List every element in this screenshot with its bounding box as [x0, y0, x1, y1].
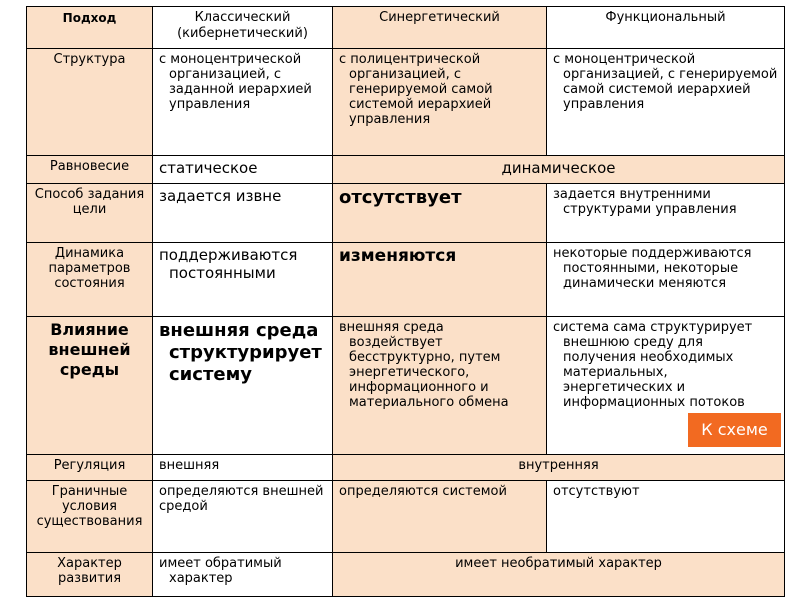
- text-boundary-synergetic: определяются системой: [339, 484, 507, 499]
- text-environment-classic: внешняя среда структурирует систему: [159, 320, 322, 385]
- cell-dynamics-synergetic: [333, 243, 547, 317]
- cell-structure-functional: [547, 49, 785, 156]
- cell-boundary-classic: [153, 481, 333, 553]
- cell-goal-synergetic: [333, 184, 547, 243]
- text-development-classic: имеет обратимый характер: [159, 556, 282, 586]
- label-environment: Влияние внешней среды: [27, 317, 153, 455]
- row-equilibrium: [27, 156, 785, 184]
- label-structure: Структура: [27, 49, 153, 156]
- text-goal-synergetic: отсутствует: [339, 187, 462, 208]
- row-environment: [27, 317, 785, 455]
- header-row: [27, 7, 785, 49]
- text-structure-synergetic: с полицентрической организацией, с генерируемой самой системой иерархией управления: [339, 52, 493, 127]
- label-goal: Способ задания цели: [27, 184, 153, 243]
- text-structure-classic: с моноцентрической организацией, с заданной иерархией управления: [159, 52, 312, 112]
- text-dynamics-classic: поддерживаются постоянными: [159, 246, 298, 282]
- label-boundary: Граничные условия существования: [27, 481, 153, 553]
- text-dynamics-synergetic: изменяются: [339, 246, 457, 266]
- row-structure: [27, 49, 785, 156]
- label-dynamics: Динамика параметров состояния: [27, 243, 153, 317]
- text-environment-synergetic: внешняя среда воздействует бесструктурно, путем энергетического, информационного и материального обмена: [339, 320, 509, 410]
- row-regulation: [27, 455, 785, 481]
- text-regulation-classic: внешняя: [159, 458, 220, 473]
- label-regulation: Регуляция: [27, 455, 153, 481]
- header-functional: Функциональный: [547, 7, 785, 49]
- cell-boundary-functional: [547, 481, 785, 553]
- row-goal: [27, 184, 785, 243]
- cell-boundary-synergetic: [333, 481, 547, 553]
- text-boundary-functional: отсутствуют: [553, 484, 640, 499]
- cell-structure-classic: [153, 49, 333, 156]
- header-approach: Подход: [27, 7, 153, 49]
- text-regulation-synfunc: внутренняя: [518, 458, 599, 473]
- cell-goal-functional: [547, 184, 785, 243]
- cell-dynamics-classic: [153, 243, 333, 317]
- cell-dynamics-functional: [547, 243, 785, 317]
- row-boundary: [27, 481, 785, 553]
- row-dynamics: [27, 243, 785, 317]
- cell-goal-classic: [153, 184, 333, 243]
- cell-development-synfunc: [333, 553, 785, 597]
- to-scheme-button[interactable]: К схеме: [688, 413, 781, 447]
- cell-structure-synergetic: [333, 49, 547, 156]
- text-environment-functional: система сама структурирует внешнюю среду для получения необходимых материальных, энергетических и информационных потоков: [553, 320, 753, 410]
- header-synergetic: Синергетический: [333, 7, 547, 49]
- comparison-table: [26, 6, 785, 597]
- label-development: Характер развития: [27, 553, 153, 597]
- text-equilibrium-synfunc: динамическое: [501, 159, 616, 177]
- cell-regulation-synfunc: [333, 455, 785, 481]
- header-classic: Классический (кибернетический): [153, 7, 333, 49]
- cell-equilibrium-synfunc: [333, 156, 785, 184]
- text-development-synfunc: имеет необратимый характер: [455, 556, 662, 571]
- text-structure-functional: с моноцентрической организацией, с генерируемой самой системой иерархией управления: [553, 52, 778, 112]
- text-goal-functional: задается внутренними структурами управления: [553, 187, 737, 217]
- text-boundary-classic: определяются внешней средой: [159, 484, 324, 514]
- text-goal-classic: задается извне: [159, 187, 282, 205]
- cell-regulation-classic: [153, 455, 333, 481]
- text-equilibrium-classic: статическое: [159, 159, 258, 177]
- label-equilibrium: Равновесие: [27, 156, 153, 184]
- cell-environment-classic: [153, 317, 333, 455]
- cell-environment-synergetic: [333, 317, 547, 455]
- row-development: [27, 553, 785, 597]
- text-dynamics-functional: некоторые поддерживаются постоянными, некоторые динамически меняются: [553, 246, 752, 291]
- cell-development-classic: [153, 553, 333, 597]
- cell-equilibrium-classic: [153, 156, 333, 184]
